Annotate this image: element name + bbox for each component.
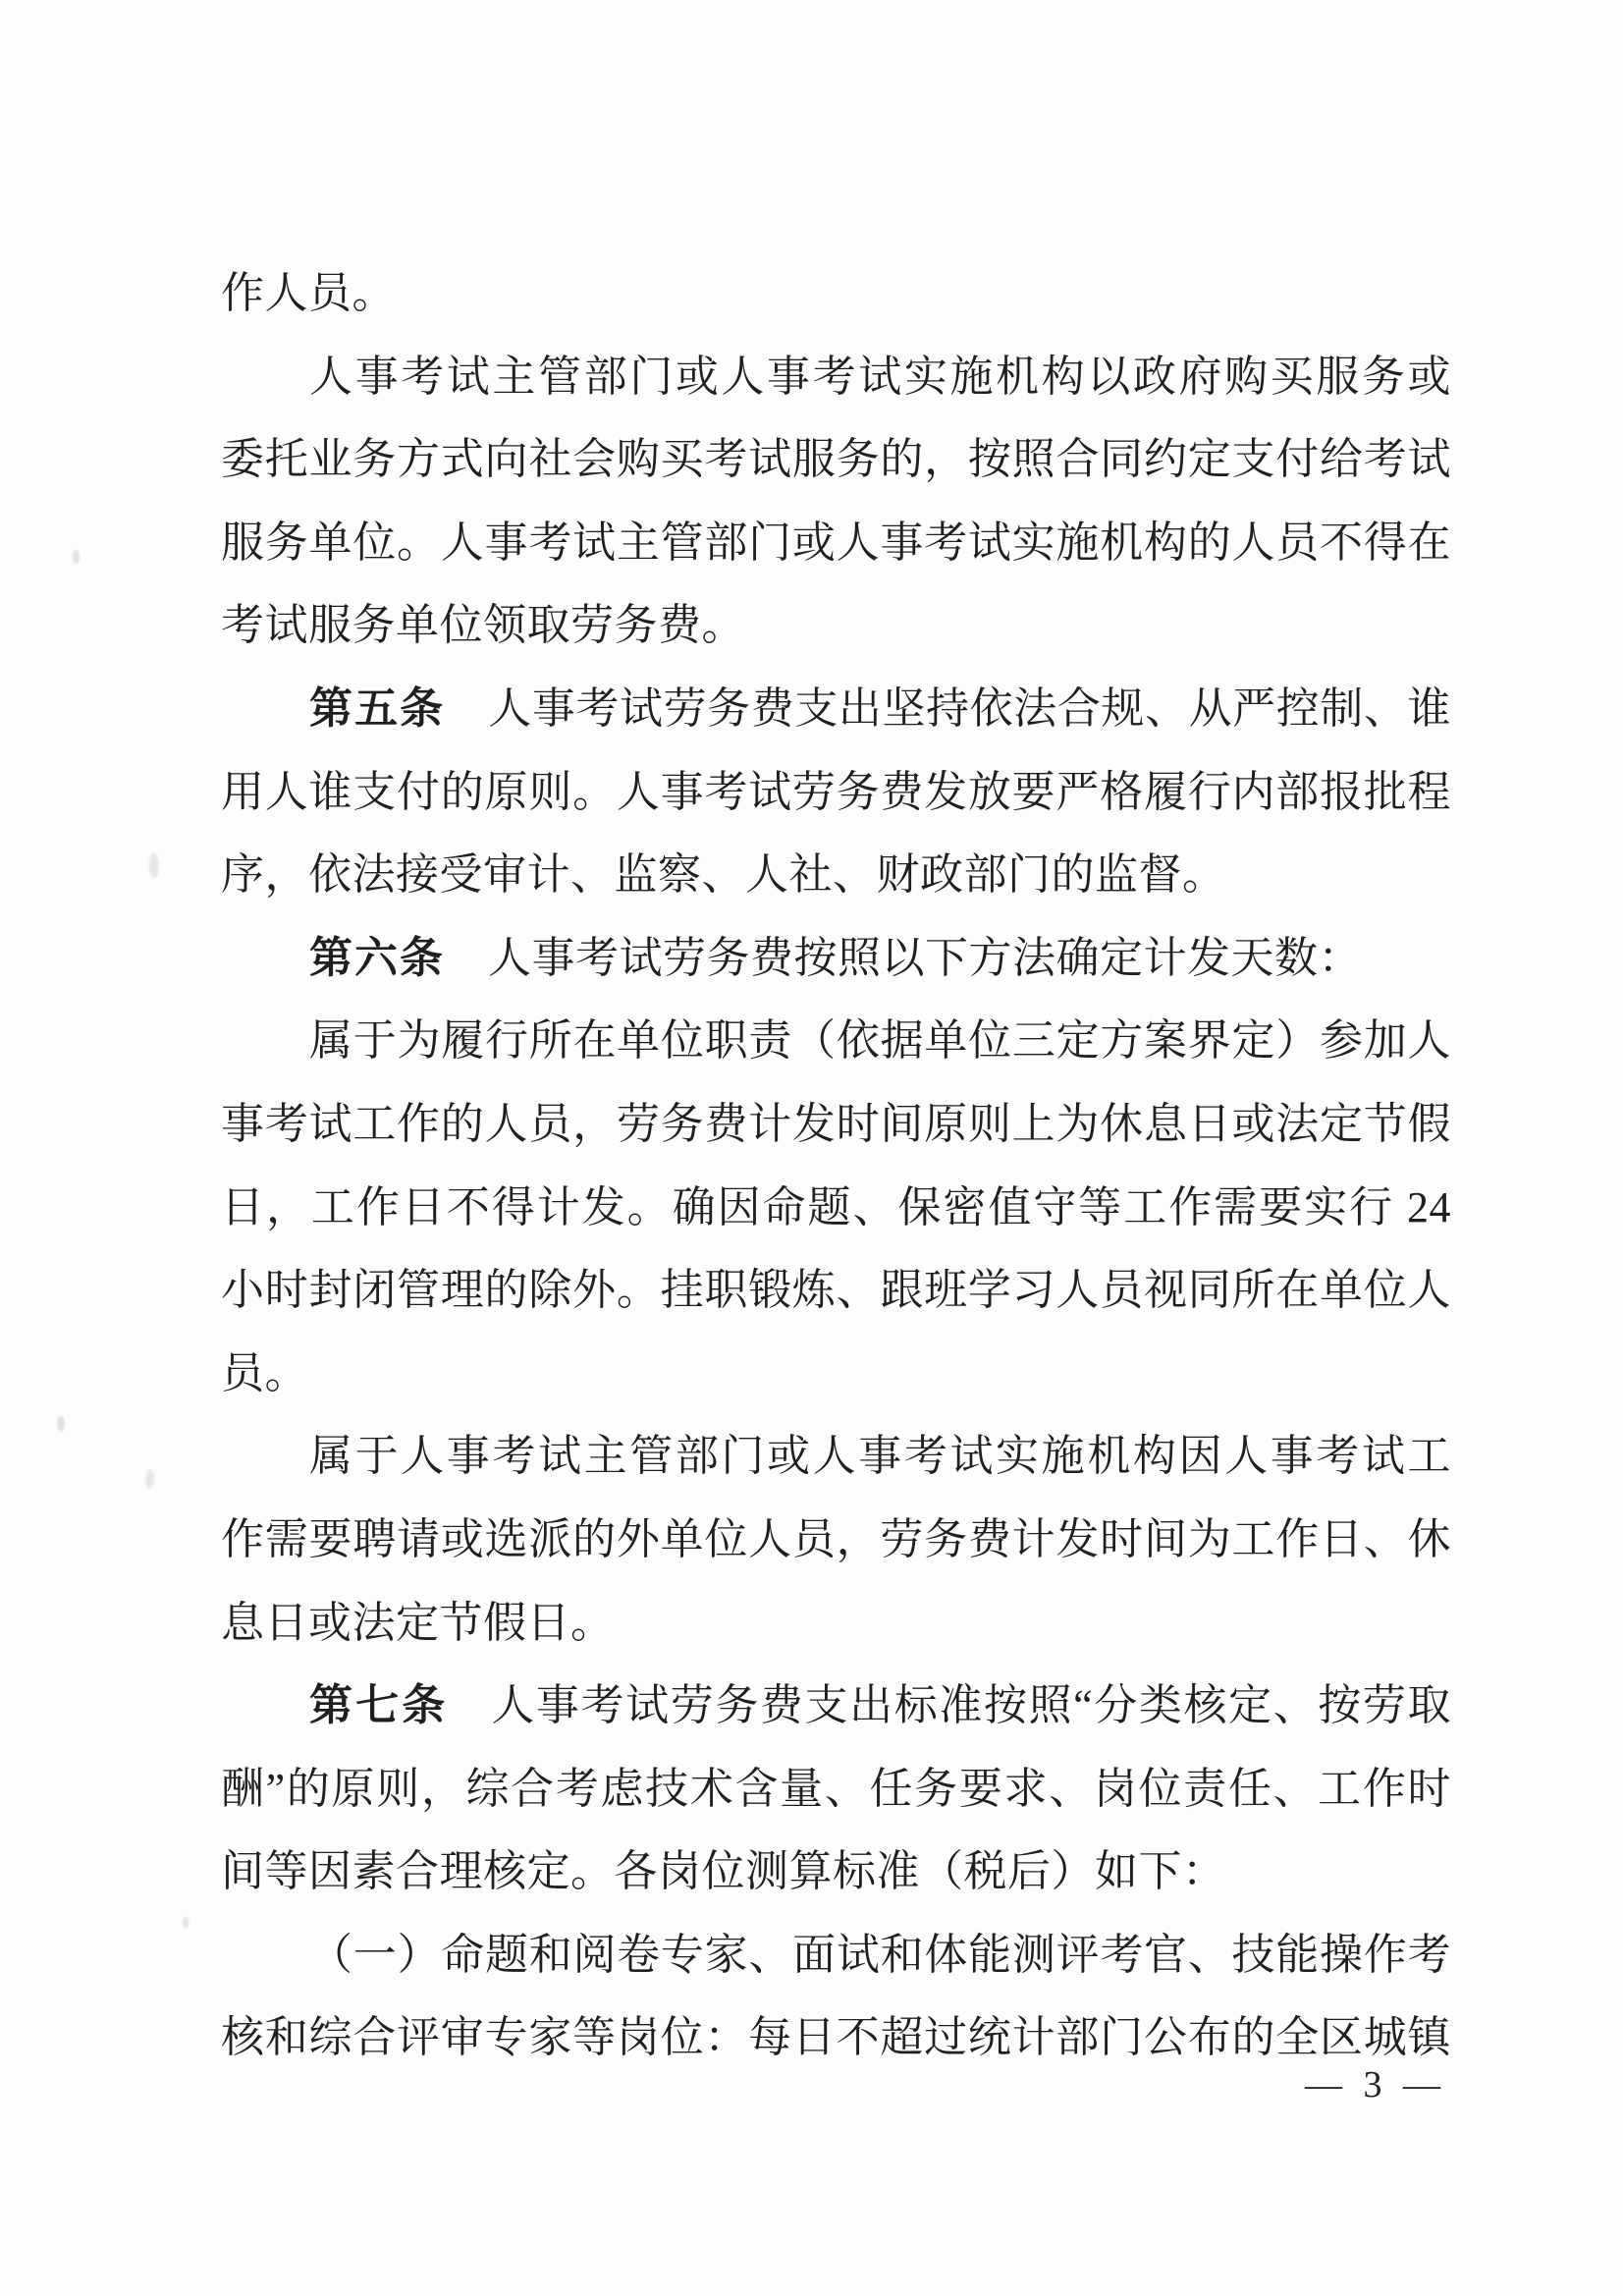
article-number-term: 第七条 <box>309 1681 449 1730</box>
doc-line <box>221 668 1451 751</box>
scan-speck <box>149 852 159 878</box>
doc-line <box>221 1665 1451 1748</box>
scan-speck <box>183 1917 189 1929</box>
doc-line: 日，工作日不得计发。确因命题、保密值守等工作需要实行 24 <box>221 1182 1451 1231</box>
doc-line: 考试服务单位领取劳务费。 <box>221 601 745 650</box>
doc-line: 服务单位。人事考试主管部门或人事考试实施机构的人员不得在 <box>221 518 1451 567</box>
doc-line: 委托业务方式向社会购买考试服务的，按照合同约定支付给考试 <box>221 435 1451 484</box>
article-number-term: 第五条 <box>309 683 446 733</box>
doc-line: 核和综合评审专家等岗位：每日不超过统计部门公布的全区城镇 <box>221 2013 1451 2062</box>
doc-line: 间等因素合理核定。各岗位测算标准（税后）如下： <box>221 1847 1226 1896</box>
doc-line: 用人谁支付的原则。人事考试劳务费发放要严格履行内部报批程 <box>221 767 1451 816</box>
doc-line: 人事考试主管部门或人事考试实施机构以政府购买服务或 <box>309 352 1451 401</box>
doc-line: 属于人事考试主管部门或人事考试实施机构因人事考试工 <box>309 1432 1451 1481</box>
doc-line: 事考试工作的人员，劳务费计发时间原则上为休息日或法定节假 <box>221 1099 1451 1148</box>
doc-line-text: 人事考试劳务费按照以下方法确定计发天数： <box>488 933 1362 982</box>
doc-line-text: 人事考试劳务费支出坚持依法合规、从严控制、谁 <box>488 683 1451 733</box>
doc-line: 小时封闭管理的除外。挂职锻炼、跟班学习人员视同所在单位人 <box>221 1266 1451 1315</box>
doc-line: （一）命题和阅卷专家、面试和体能测评考官、技能操作考 <box>309 1930 1451 1979</box>
page-number: — 3 — <box>1305 2064 1446 2105</box>
doc-line: 作人员。 <box>221 269 396 317</box>
scan-speck <box>145 1469 154 1489</box>
article-number-term: 第六条 <box>309 933 445 982</box>
doc-line: 员。 <box>221 1348 308 1397</box>
scan-speck <box>73 550 80 564</box>
doc-line: 酬”的原则，综合考虑技术含量、任务要求、岗位责任、工作时 <box>221 1764 1451 1813</box>
doc-line: 序，依法接受审计、监察、人社、财政部门的监督。 <box>221 850 1226 900</box>
doc-line: 属于为履行所在单位职责（依据单位三定方案界定）参加人 <box>309 1016 1451 1066</box>
scan-speck <box>57 1416 65 1432</box>
doc-line: 作需要聘请或选派的外单位人员，劳务费计发时间为工作日、休 <box>221 1514 1451 1563</box>
document-body <box>221 252 1451 2080</box>
doc-line <box>221 917 1451 1001</box>
doc-line: 息日或法定节假日。 <box>221 1598 615 1647</box>
doc-line-text: 人事考试劳务费支出标准按照“分类核定、按劳取 <box>491 1681 1452 1730</box>
